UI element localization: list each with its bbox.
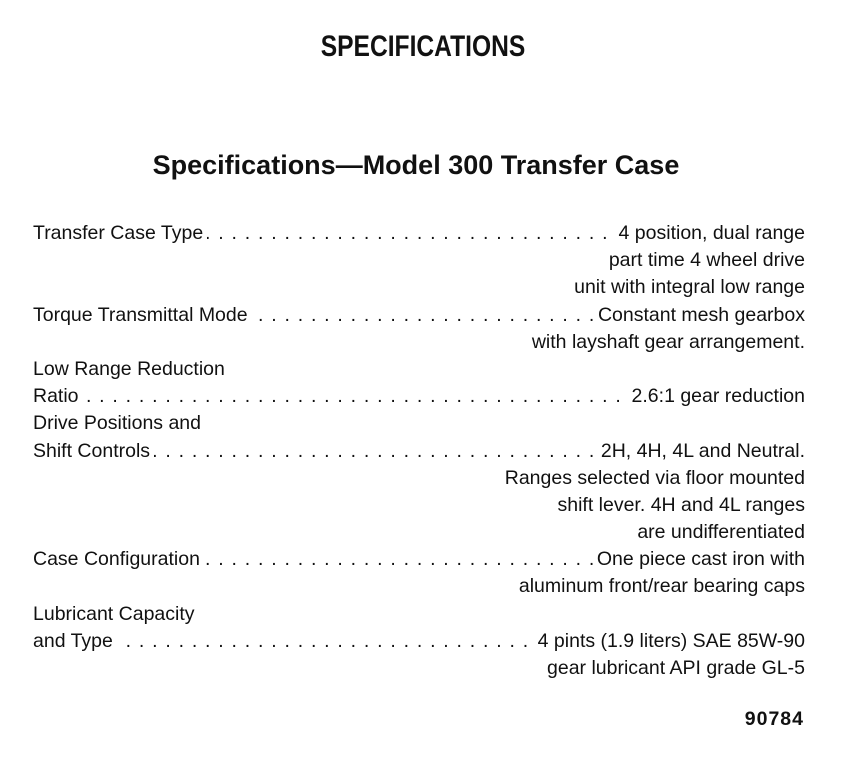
spec-value: aluminum front/rear bearing caps [515, 573, 805, 600]
spec-label: . . . Case Configuration [33, 546, 204, 573]
spec-label: . . . Shift Controls [33, 438, 154, 465]
page-title: SPECIFICATIONS [320, 30, 526, 63]
spec-label-continuation [33, 356, 805, 383]
spec-row-case-configuration [33, 546, 805, 573]
spec-value: gear lubricant API grade GL-5 [543, 655, 805, 682]
spec-value-continuation [33, 492, 805, 519]
spec-value: unit with integral low range [570, 274, 805, 301]
spec-label: Low Range Reduction [33, 356, 229, 383]
spec-label-continuation [33, 601, 805, 628]
spec-table [33, 220, 805, 682]
spec-value: Ranges selected via floor mounted [501, 465, 805, 492]
spec-row-lubricant-capacity-type [33, 628, 805, 655]
spec-value-continuation [33, 465, 805, 492]
spec-value: Constant mesh gearbox [594, 302, 805, 329]
spec-label: Drive Positions and [33, 410, 205, 437]
spec-value-continuation [33, 247, 805, 274]
spec-value: One piece cast iron with [593, 546, 805, 573]
spec-row-transfer-case-type [33, 220, 805, 247]
spec-value: 4 position, dual range [615, 220, 805, 247]
spec-value-continuation [33, 329, 805, 356]
spec-value-continuation [33, 519, 805, 546]
spec-value: 2.6:1 gear reduction [628, 383, 805, 410]
spec-value: shift lever. 4H and 4L ranges [553, 492, 805, 519]
spec-row-torque-transmittal-mode [33, 302, 805, 329]
document-code: 90784 [744, 708, 804, 730]
spec-value: are undifferentiated [633, 519, 805, 546]
spec-value: 4 pints (1.9 liters) SAE 85W-90 [534, 628, 805, 655]
spec-value-continuation [33, 573, 805, 600]
spec-label: Lubricant Capacity [33, 601, 199, 628]
spec-label: . . . Transfer Case Type [33, 220, 207, 247]
section-title: Specifications—Model 300 Transfer Case [152, 150, 680, 180]
spec-value: 2H, 4H, 4L and Neutral. [597, 438, 805, 465]
spec-label: . . . Ratio [33, 383, 83, 410]
spec-value: with layshaft gear arrangement. [528, 329, 805, 356]
spec-row-low-range-reduction-ratio [33, 383, 805, 410]
spec-label: . . . and Type [33, 628, 117, 655]
spec-label: . . . Torque Transmittal Mode [33, 302, 252, 329]
spec-value-continuation [33, 655, 805, 682]
spec-value: part time 4 wheel drive [605, 247, 805, 274]
spec-value-continuation [33, 274, 805, 301]
spec-label-continuation [33, 410, 805, 437]
spec-row-drive-positions-shift-controls [33, 438, 805, 465]
